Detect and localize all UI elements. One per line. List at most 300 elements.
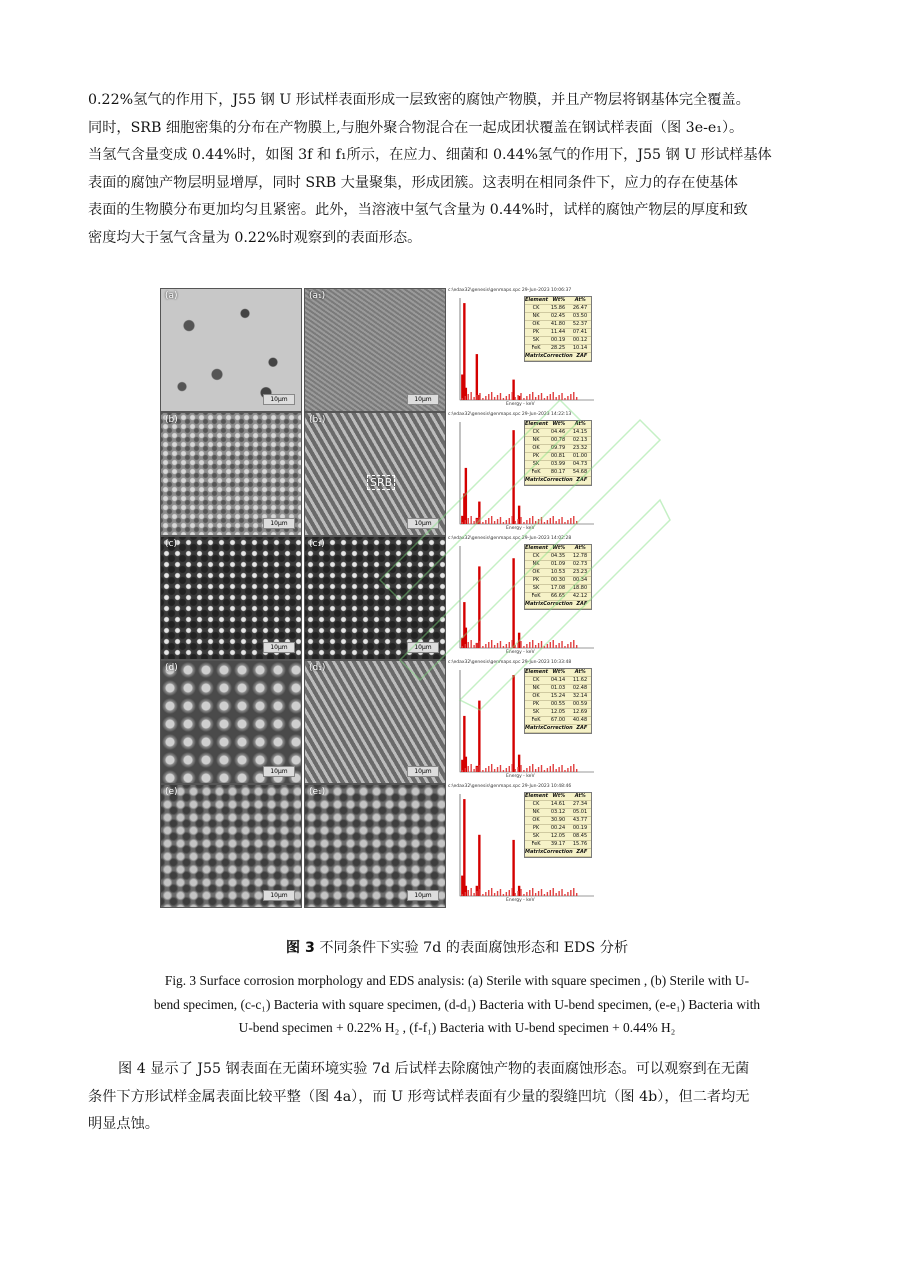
table-header-cell: Element — [525, 545, 549, 551]
eds-background-mark — [550, 518, 551, 524]
eds-background-mark — [509, 890, 510, 896]
table-row — [525, 841, 591, 849]
eds-background-mark — [535, 769, 536, 772]
text-line: 0.22%氢气的作用下，J55 钢 U 形试样表面形成一层致密的腐蚀产物膜，并且产物层将钢基体完全覆盖。 — [88, 92, 750, 108]
eds-background-mark — [506, 396, 507, 400]
table-cell: 05.01 — [572, 809, 588, 815]
table-cell: 01.00 — [572, 453, 588, 459]
eds-background-mark — [555, 397, 556, 400]
table-cell: NK — [532, 809, 540, 815]
table-header-cell: At% — [574, 545, 586, 551]
eds-background-mark — [506, 768, 507, 772]
table-cell: 67.00 — [550, 717, 566, 723]
eds-background-mark — [564, 398, 565, 400]
table-cell: 23.32 — [572, 445, 588, 451]
table-row — [525, 569, 591, 577]
eds-background-mark — [491, 888, 492, 896]
table-footer-cell: Matrix — [525, 353, 544, 359]
eds-background-mark — [462, 770, 463, 772]
table-cell: 10.53 — [550, 569, 566, 575]
table-row — [525, 717, 591, 725]
table-header-cell: Wt% — [552, 669, 566, 675]
table-cell: OK — [532, 445, 540, 451]
eds-background-mark — [514, 397, 515, 400]
eds-background-mark — [570, 518, 571, 524]
eds-background-mark — [535, 397, 536, 400]
eds-background-mark — [558, 643, 559, 648]
eds-background-mark — [476, 395, 477, 400]
table-footer-cell: Matrix — [525, 601, 544, 607]
table-cell: 14.61 — [550, 801, 566, 807]
table-cell: SK — [532, 337, 540, 343]
table-cell: NK — [532, 437, 540, 443]
caption-cn — [0, 937, 914, 957]
table-header-cell: Element — [525, 421, 549, 427]
eds-table — [524, 296, 592, 362]
table-cell: OK — [532, 321, 540, 327]
eds-background-mark — [512, 640, 513, 648]
eds-background-mark — [470, 640, 471, 648]
table-header-cell: At% — [574, 669, 586, 675]
table-header-cell: Element — [525, 793, 549, 799]
eds-background-mark — [561, 517, 562, 524]
eds-background-mark — [541, 889, 542, 896]
table-header-cell: At% — [574, 421, 586, 427]
eds-background-mark — [468, 890, 469, 896]
eds-background-mark — [485, 396, 486, 400]
eds-background-mark — [462, 646, 463, 648]
table-cell: OK — [532, 693, 540, 699]
eds-background-mark — [517, 767, 518, 772]
eds-background-mark — [497, 643, 498, 648]
eds-background-mark — [573, 516, 574, 524]
table-row — [525, 585, 591, 593]
eds-background-mark — [512, 516, 513, 524]
eds-background-mark — [567, 520, 568, 524]
eds-background-mark — [465, 768, 466, 772]
sem-image-right — [304, 288, 446, 412]
table-row — [525, 593, 591, 601]
eds-background-mark — [491, 764, 492, 772]
text-line: 图 4 显示了 J55 钢表面在无菌环境实验 7d 后试样去除腐蚀产物的表面腐蚀形态。可以观察到在无菌 — [118, 1061, 750, 1077]
table-cell: 43.77 — [572, 817, 588, 823]
panel-label: (d) — [165, 663, 178, 673]
eds-background-mark — [547, 644, 548, 648]
eds-background-mark — [564, 770, 565, 772]
eds-spectrum — [448, 288, 598, 410]
eds-background-mark — [476, 519, 477, 524]
eds-background-mark — [476, 767, 477, 772]
eds-background-mark — [570, 642, 571, 648]
eds-background-mark — [491, 640, 492, 648]
table-header-cell: Wt% — [552, 793, 566, 799]
eds-background-mark — [500, 765, 501, 772]
eds-background-mark — [567, 396, 568, 400]
eds-peak — [512, 840, 514, 896]
scale-bar: 10μm — [407, 642, 439, 653]
panel-label: (c) — [165, 539, 177, 549]
caption-cn-label: 图 3 — [285, 940, 315, 956]
sem-image-right — [304, 412, 446, 536]
eds-background-mark — [470, 392, 471, 400]
table-cell: CK — [532, 677, 540, 683]
table-cell: 02.73 — [572, 561, 588, 567]
table-cell: 01.09 — [550, 561, 566, 567]
eds-background-mark — [476, 891, 477, 896]
panel-label: (b₁) — [309, 415, 326, 425]
table-footer-cell: Matrix — [525, 849, 544, 855]
eds-background-mark — [473, 397, 474, 400]
eds-background-mark — [576, 893, 577, 896]
eds-background-mark — [547, 892, 548, 896]
table-cell: 04.14 — [550, 677, 566, 683]
table-cell: 32.14 — [572, 693, 588, 699]
eds-background-mark — [479, 765, 480, 772]
eds-background-mark — [514, 645, 515, 648]
eds-background-mark — [526, 644, 527, 648]
table-row — [525, 677, 591, 685]
table-cell: FeK — [531, 345, 541, 351]
eds-background-mark — [485, 892, 486, 896]
scale-bar: 10μm — [407, 518, 439, 529]
table-cell: 39.17 — [550, 841, 566, 847]
text-line: 表面的生物膜分布更加均匀且紧密。此外，当溶液中氢气含量为 0.44%时，试样的腐蚀产物层的厚度和致 — [88, 202, 748, 219]
eds-background-mark — [517, 519, 518, 524]
eds-background-mark — [553, 764, 554, 772]
eds-background-mark — [523, 398, 524, 400]
table-cell: 17.08 — [550, 585, 566, 591]
scale-bar: 10μm — [263, 518, 295, 529]
caption-en — [86, 969, 828, 1040]
eds-background-mark — [509, 766, 510, 772]
panel-label: (c₁) — [309, 539, 325, 549]
eds-spectrum — [448, 784, 598, 906]
eds-background-mark — [532, 392, 533, 400]
figure-3 — [160, 288, 756, 908]
table-cell: 00.55 — [550, 701, 566, 707]
table-cell: 03.50 — [572, 313, 588, 319]
table-cell: 40.48 — [572, 717, 588, 723]
table-cell: 00.19 — [550, 337, 566, 343]
eds-background-mark — [564, 646, 565, 648]
eds-peak — [478, 566, 480, 648]
eds-background-mark — [488, 394, 489, 400]
eds-background-mark — [520, 765, 521, 772]
table-cell: 15.76 — [572, 841, 588, 847]
table-cell: 14.15 — [572, 429, 588, 435]
eds-background-mark — [488, 518, 489, 524]
table-cell: 00.59 — [572, 701, 588, 707]
scale-bar: 10μm — [407, 766, 439, 777]
eds-background-mark — [541, 765, 542, 772]
eds-background-mark — [479, 889, 480, 896]
eds-background-mark — [468, 766, 469, 772]
eds-background-mark — [468, 518, 469, 524]
sem-image-left — [160, 412, 302, 536]
eds-header: c:\edax32\genesis\genmaps.spc 29-Jun-2023 10:06:37 — [448, 288, 572, 293]
caption-en-line: U-bend specimen + 0.22% H₂ , (f-f₁) Bacteria with U-bend specimen + 0.44% H₂ — [238, 1020, 676, 1035]
eds-background-mark — [544, 646, 545, 648]
eds-background-mark — [520, 641, 521, 648]
eds-background-mark — [555, 645, 556, 648]
eds-background-mark — [503, 646, 504, 648]
eds-background-mark — [465, 396, 466, 400]
eds-background-mark — [555, 893, 556, 896]
eds-background-mark — [488, 890, 489, 896]
eds-background-mark — [544, 522, 545, 524]
eds-background-mark — [462, 894, 463, 896]
panel-label: (d₁) — [309, 663, 326, 673]
eds-background-mark — [529, 766, 530, 772]
eds-background-mark — [526, 768, 527, 772]
eds-background-mark — [529, 642, 530, 648]
table-footer-cell: ZAF — [576, 353, 588, 359]
eds-background-mark — [497, 395, 498, 400]
table-cell: CK — [532, 553, 540, 559]
table-header-cell: Wt% — [552, 421, 566, 427]
eds-background-mark — [476, 643, 477, 648]
eds-background-mark — [567, 768, 568, 772]
eds-background-mark — [491, 516, 492, 524]
sem-image-left — [160, 536, 302, 660]
eds-background-mark — [503, 770, 504, 772]
eds-background-mark — [497, 519, 498, 524]
srb-annotation: SRB — [367, 475, 395, 490]
table-footer-cell: Correction — [543, 849, 573, 855]
table-cell: 09.79 — [550, 445, 566, 451]
table-cell: 00.19 — [572, 825, 588, 831]
eds-background-mark — [500, 517, 501, 524]
eds-background-mark — [553, 888, 554, 896]
table-cell: FeK — [531, 593, 541, 599]
table-cell: 11.62 — [572, 677, 588, 683]
table-row — [525, 553, 591, 561]
eds-background-mark — [514, 521, 515, 524]
eds-background-mark — [470, 888, 471, 896]
table-row — [525, 709, 591, 717]
eds-background-mark — [523, 522, 524, 524]
eds-background-mark — [520, 393, 521, 400]
caption-en-line: bend specimen, (c-c₁) Bacteria with square specimen, (d-d₁) Bacteria with U-bend specimen, (e-e₁) Bacteria with — [153, 996, 761, 1012]
table-row — [525, 445, 591, 453]
text-line: 表面的腐蚀产物层明显增厚，同时 SRB 大量聚集，形成团簇。这表明在相同条件下，应力的存在使基体 — [88, 174, 738, 191]
table-cell: 18.80 — [572, 585, 588, 591]
eds-background-mark — [538, 395, 539, 400]
table-row — [525, 461, 591, 469]
eds-background-mark — [550, 766, 551, 772]
table-cell: 02.48 — [572, 685, 588, 691]
eds-background-mark — [473, 521, 474, 524]
eds-background-mark — [535, 893, 536, 896]
eds-background-mark — [462, 398, 463, 400]
table-row — [525, 437, 591, 445]
caption-en-line: Fig. 3 Surface corrosion morphology and EDS analysis: (a) Sterile with square specimen , (b) Sterile with U- — [164, 973, 750, 988]
eds-background-mark — [532, 516, 533, 524]
table-row — [525, 817, 591, 825]
eds-background-mark — [497, 891, 498, 896]
eds-background-mark — [465, 644, 466, 648]
eds-background-mark — [473, 893, 474, 896]
eds-background-mark — [468, 642, 469, 648]
eds-background-mark — [503, 398, 504, 400]
table-footer-cell: Correction — [543, 725, 573, 731]
eds-background-mark — [494, 893, 495, 896]
table-cell: 12.69 — [572, 709, 588, 715]
table-cell: OK — [532, 817, 540, 823]
table-footer-cell: ZAF — [576, 477, 588, 483]
table-cell: FeK — [531, 717, 541, 723]
panel-label: (a) — [165, 291, 178, 301]
eds-table — [524, 792, 592, 858]
table-cell: NK — [532, 313, 540, 319]
eds-axis-label: Energy - keV — [506, 774, 535, 779]
table-row — [525, 561, 591, 569]
sem-image-left — [160, 660, 302, 784]
eds-background-mark — [470, 516, 471, 524]
panel-label: (e) — [165, 787, 178, 797]
eds-background-mark — [479, 517, 480, 524]
eds-background-mark — [561, 641, 562, 648]
table-row — [525, 337, 591, 345]
eds-background-mark — [558, 519, 559, 524]
table-cell: 04.35 — [550, 553, 566, 559]
eds-background-mark — [517, 643, 518, 648]
eds-background-mark — [561, 393, 562, 400]
table-footer-cell: ZAF — [576, 725, 588, 731]
eds-background-mark — [523, 770, 524, 772]
table-cell: 03.99 — [550, 461, 566, 467]
table-row — [525, 825, 591, 833]
eds-background-mark — [485, 644, 486, 648]
text-line: 同时，SRB 细胞密集的分布在产物膜上,与胞外聚合物混合在一起成团状覆盖在钢试样表面（图 3e-e₁）。 — [88, 119, 744, 136]
eds-background-mark — [538, 767, 539, 772]
table-header-cell: At% — [574, 297, 586, 303]
eds-background-mark — [482, 770, 483, 772]
table-cell: 04.73 — [572, 461, 588, 467]
table-row — [525, 453, 591, 461]
eds-axis-label: Energy - keV — [506, 898, 535, 903]
table-row — [525, 701, 591, 709]
sem-image-left — [160, 784, 302, 908]
table-cell: 66.65 — [550, 593, 566, 599]
eds-table — [524, 544, 592, 610]
eds-background-mark — [547, 396, 548, 400]
table-cell: 00.24 — [550, 825, 566, 831]
text-line: 当氢气含量变成 0.44%时，如图 3f 和 f₁所示，在应力、细菌和 0.44%氢气的作用下，J55 钢 U 形试样基体 — [88, 147, 772, 164]
eds-background-mark — [526, 520, 527, 524]
eds-background-mark — [462, 522, 463, 524]
eds-background-mark — [529, 518, 530, 524]
table-footer-cell: Correction — [543, 353, 573, 359]
table-row — [525, 809, 591, 817]
eds-peak — [465, 468, 467, 524]
eds-peak — [463, 303, 465, 400]
table-cell: PK — [532, 701, 540, 707]
table-cell: SK — [532, 585, 540, 591]
table-cell: 30.90 — [550, 817, 566, 823]
eds-background-mark — [535, 521, 536, 524]
eds-background-mark — [538, 643, 539, 648]
table-row — [525, 429, 591, 437]
table-header-cell: Wt% — [552, 545, 566, 551]
table-cell: CK — [532, 801, 540, 807]
eds-background-mark — [500, 889, 501, 896]
table-header-cell: Wt% — [552, 297, 566, 303]
table-row — [525, 685, 591, 693]
eds-background-mark — [576, 397, 577, 400]
eds-background-mark — [544, 894, 545, 896]
table-cell: 26.47 — [572, 305, 588, 311]
eds-peak — [463, 799, 465, 896]
table-cell: CK — [532, 305, 540, 311]
paragraph-bottom — [88, 1056, 828, 1139]
eds-background-mark — [523, 894, 524, 896]
eds-background-mark — [473, 645, 474, 648]
table-row — [525, 693, 591, 701]
eds-background-mark — [550, 890, 551, 896]
eds-background-mark — [541, 641, 542, 648]
table-header-cell: Element — [525, 669, 549, 675]
eds-background-mark — [576, 645, 577, 648]
eds-background-mark — [494, 769, 495, 772]
table-cell: 11.44 — [550, 329, 566, 335]
table-cell: SK — [532, 461, 540, 467]
eds-background-mark — [503, 894, 504, 896]
table-cell: PK — [532, 825, 540, 831]
scale-bar: 10μm — [407, 394, 439, 405]
scale-bar: 10μm — [263, 642, 295, 653]
eds-peak — [476, 354, 478, 400]
eds-spectrum — [448, 412, 598, 534]
eds-peak — [512, 558, 514, 648]
eds-background-mark — [473, 769, 474, 772]
eds-background-mark — [488, 642, 489, 648]
eds-background-mark — [567, 892, 568, 896]
eds-axis-label: Energy - keV — [506, 650, 535, 655]
table-row — [525, 469, 591, 477]
eds-header: c:\edax32\genesis\genmaps.spc 29-Jun-2023 10:33:48 — [448, 660, 572, 665]
table-cell: 03.12 — [550, 809, 566, 815]
eds-background-mark — [558, 395, 559, 400]
eds-background-mark — [520, 889, 521, 896]
table-footer-cell: Correction — [543, 601, 573, 607]
table-cell: CK — [532, 429, 540, 435]
table-cell: 00.34 — [572, 577, 588, 583]
table-header-cell: At% — [574, 793, 586, 799]
eds-background-mark — [520, 517, 521, 524]
table-footer-cell: Matrix — [525, 477, 544, 483]
table-row — [525, 345, 591, 353]
eds-background-mark — [564, 894, 565, 896]
scale-bar: 10μm — [407, 890, 439, 901]
eds-header: c:\edax32\genesis\genmaps.spc 29-Jun-2023 14:22:13 — [448, 412, 572, 417]
table-cell: 00.12 — [572, 337, 588, 343]
eds-background-mark — [506, 644, 507, 648]
table-cell: 41.80 — [550, 321, 566, 327]
eds-background-mark — [573, 640, 574, 648]
caption-cn-text: 不同条件下实验 7d 的表面腐蚀形态和 EDS 分析 — [314, 940, 629, 956]
eds-background-mark — [538, 891, 539, 896]
eds-background-mark — [485, 768, 486, 772]
eds-background-mark — [561, 889, 562, 896]
table-cell: 80.17 — [550, 469, 566, 475]
table-cell: NK — [532, 561, 540, 567]
panel-label: (a₁) — [309, 291, 326, 301]
eds-background-mark — [570, 394, 571, 400]
paragraph-top — [88, 87, 828, 253]
eds-background-mark — [526, 892, 527, 896]
eds-axis-label: Energy - keV — [506, 402, 535, 407]
